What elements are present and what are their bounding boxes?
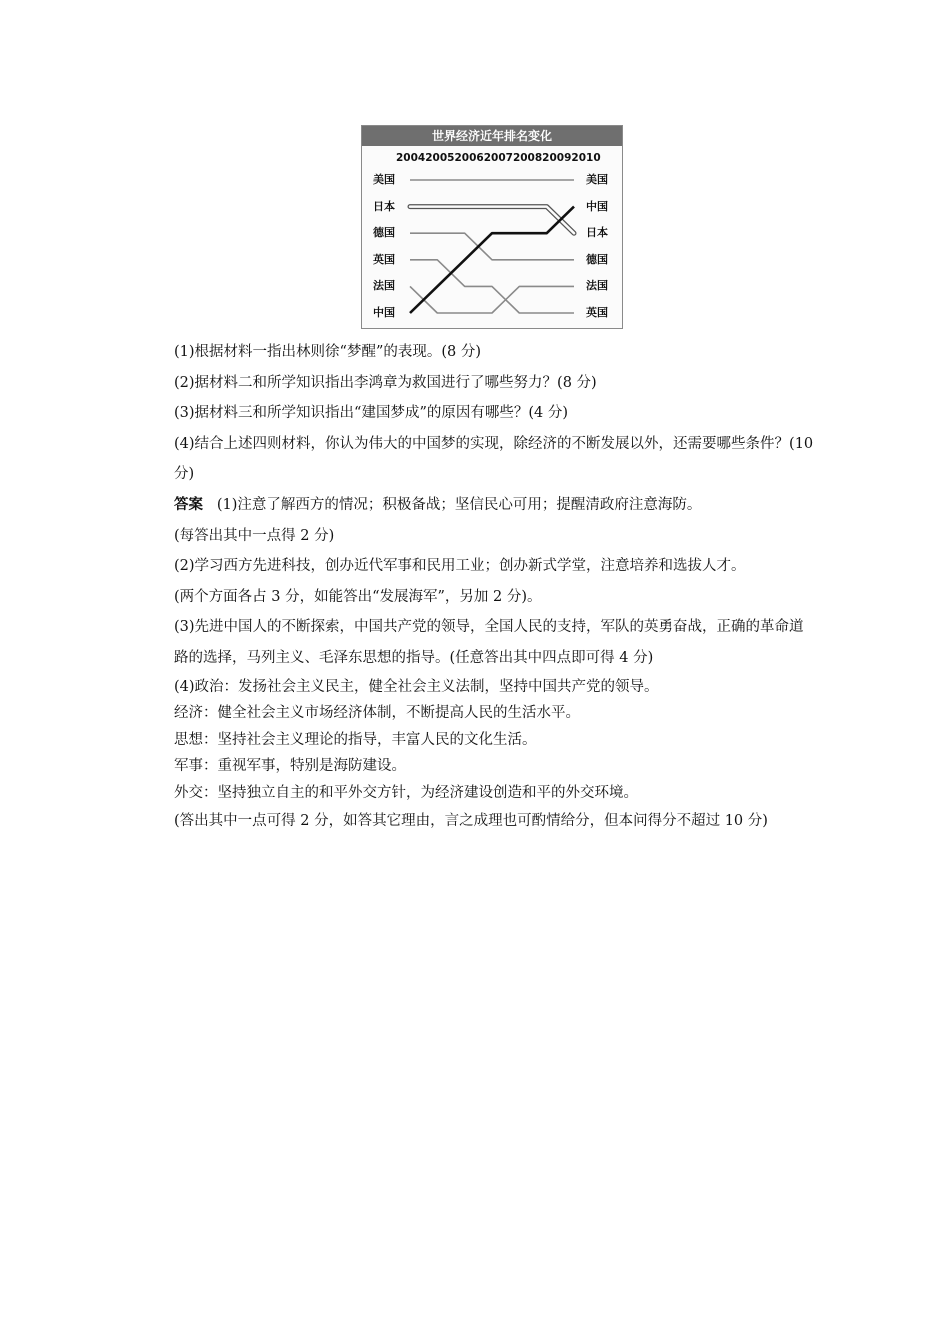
- chart-lines: [362, 126, 622, 328]
- question-3: (3)据材料三和所学知识指出“建国梦成”的原因有哪些？(4 分): [174, 405, 569, 422]
- year-tick: 2009: [542, 152, 572, 164]
- series-line: [410, 233, 574, 260]
- left-label-3: 德国: [373, 226, 395, 239]
- left-label-5: 法国: [373, 279, 395, 292]
- right-label-1: 美国: [586, 173, 608, 186]
- answer-4-note: (答出其中一点可得 2 分，如答其它理由，言之成理也可酌情给分，但本问得分不超过 10 分): [174, 813, 768, 830]
- answer-4-thought: 思想：坚持社会主义理论的指导，丰富人民的文化生活。: [174, 731, 537, 748]
- question-2: (2)据材料二和所学知识指出李鸿章为救国进行了哪些努力？(8 分): [174, 374, 597, 391]
- question-1: (1)根据材料一指出林则徐“梦醒”的表现。(8 分): [174, 344, 482, 360]
- answer-2: (2)学习西方先进科技，创办近代军事和民用工业；创办新式学堂，注意培养和选拔人才。: [174, 558, 746, 575]
- year-tick: 2006: [454, 152, 484, 164]
- right-label-2: 中国: [586, 200, 608, 213]
- chart-title: 世界经济近年排名变化: [362, 126, 622, 146]
- answer-4-politics: (4)政治：发扬社会主义民主，健全社会主义法制，坚持中国共产党的领导。: [174, 678, 659, 695]
- right-label-6: 英国: [586, 306, 608, 319]
- right-label-5: 法国: [586, 279, 608, 292]
- left-label-2: 日本: [373, 200, 395, 213]
- left-label-1: 美国: [373, 173, 395, 186]
- answer-1-line: [174, 490, 814, 521]
- ranking-chart: [361, 125, 623, 329]
- right-label-4: 德国: [586, 253, 608, 266]
- answer-label: 答案: [174, 495, 203, 513]
- answer-3: (3)先进中国人的不断探索，中国共产党的领导，全国人民的支持，军队的英勇奋战，正确的革命道路的选择，马列主义、毛泽东思想的指导。(任意答出其中四点即可得 4 分): [174, 619, 804, 666]
- year-tick: 2007: [483, 152, 513, 164]
- question-4: (4)结合上述四则材料，你认为伟大的中国梦的实现，除经济的不断发展以外，还需要哪些条件？(10 分): [174, 435, 814, 483]
- answer-4-military: 军事：重视军事，特别是海防建设。: [174, 758, 406, 775]
- left-label-6: 中国: [373, 306, 395, 319]
- answer-2-note: (两个方面各占 3 分，如能答出“发展海军”，另加 2 分)。: [174, 588, 542, 605]
- year-tick: 2008: [512, 152, 543, 164]
- answer-1: (1)注意了解西方的情况；积极备战；坚信民心可用；提醒清政府注意海防。: [216, 496, 702, 513]
- answer-1-note: (每答出其中一点得 2 分): [174, 527, 335, 544]
- right-label-3: 日本: [586, 226, 608, 239]
- year-tick: 2004: [396, 152, 426, 164]
- document-body: [174, 337, 814, 837]
- answer-4-diplomacy: 外交：坚持独立自主的和平外交方针，为经济建设创造和平的外交环境。: [174, 784, 638, 801]
- year-tick: 2005: [425, 152, 455, 164]
- year-tick: 2010: [571, 152, 601, 164]
- left-label-4: 英国: [373, 253, 395, 266]
- answer-4-economy: 经济：健全社会主义市场经济体制，不断提高人民的生活水平。: [174, 705, 580, 722]
